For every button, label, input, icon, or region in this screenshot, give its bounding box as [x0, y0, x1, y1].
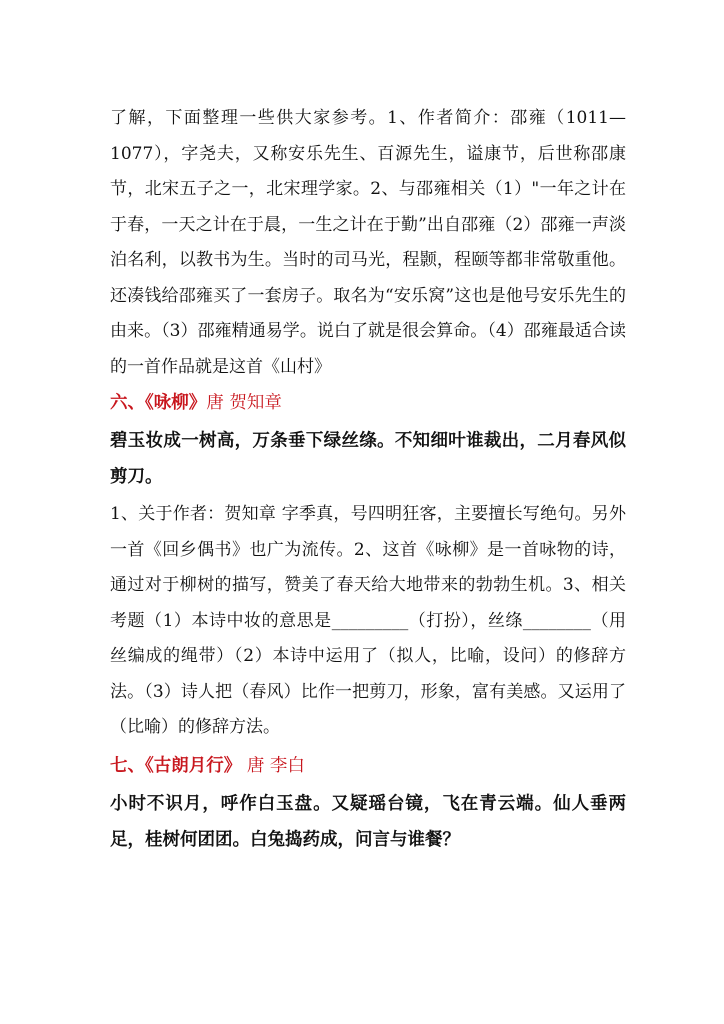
poem-text: 碧玉妆成一树高，万条垂下绿丝绦。不知细叶谁裁出，二月春风似剪刀。 [110, 431, 626, 487]
section-seven [110, 746, 626, 858]
shao-yong-notes [110, 101, 626, 385]
section-six [110, 385, 626, 746]
section-title: 六、《咏柳》 [110, 393, 207, 413]
section-heading [110, 385, 626, 421]
section-author: 唐 李白 [241, 755, 305, 776]
paragraph: 了解，下面整理一些供大家参考。1、作者简介：邵雍（1011—1077），字尧夫，又称安乐先生、百源先生，谥康节，后世称邵康节，北宋五子之一，北宋理学家。2、与邵雍相关（1）"一年之计在于春，一天之计在于晨，一生之计在于勤”出自邵雍（2）邵雍一声淡泊名利，以教书为生。当时的司马光，程颢，程颐等都非常敬重他。还凑钱给邵雍买了一套房子。取名为“安乐窝”这也是他号安乐先生的由来。（3）邵雍精通易学。说白了就是很会算命。（4）邵雍最适合读的一首作品就是这首《山村》 [110, 108, 626, 377]
poem-text: 小时不识月，呼作白玉盘。又疑瑶台镜，飞在青云端。仙人垂两足，桂树何团团。白兔捣药成，问言与谁餐？ [110, 793, 626, 850]
document-page [110, 101, 626, 858]
paragraph: 1、关于作者：贺知章 字季真，号四明狂客，主要擅长写绝句。另外一首《回乡偶书》也广为流传。2、这首《咏柳》是一首咏物的诗，通过对于柳树的描写，赞美了春天给大地带来的勃勃生机。3、相关考题（1）本诗中妆的意思是_________（打扮），丝绦________（用丝编成的绳带）（2）本诗中运用了（拟人，比喻，设问）的修辞方法。（3）诗人把（春风）比作一把剪刀，形象，富有美感。又运用了（比喻）的修辞方法。 [110, 504, 626, 737]
section-heading [110, 748, 626, 784]
section-title: 七、《古朗月行》 [110, 755, 242, 776]
section-author: 唐 贺知章 [206, 393, 282, 413]
